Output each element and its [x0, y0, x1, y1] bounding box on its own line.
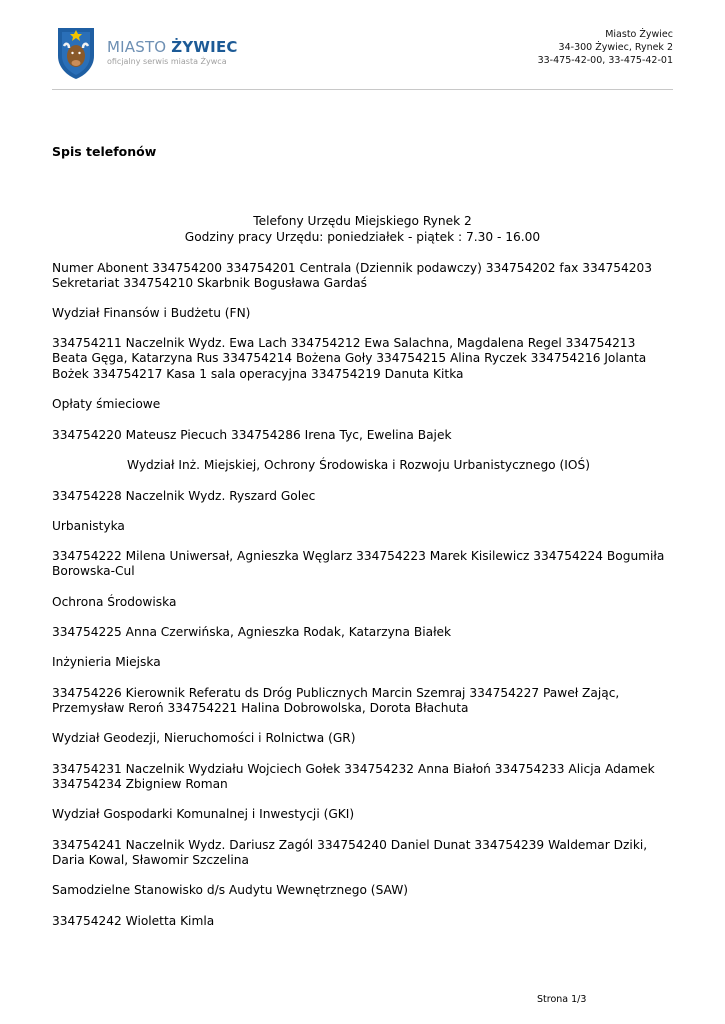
contact-address: 34-300 Żywiec, Rynek 2 [558, 42, 673, 53]
paragraph-oplaty: 334754220 Mateusz Piecuch 334754286 Irena Tyc, Ewelina Bajek [52, 428, 452, 442]
paragraph-urbanistyka: 334754222 Milena Uniwersał, Agnieszka Węglarz 334754223 Marek Kisilewicz 334754224 Bogumiła Borowska-Cul [52, 549, 665, 579]
logo-subtitle: oficjalny serwis miasta Żywca [107, 57, 227, 66]
section-gki: Wydział Gospodarki Komunalnej i Inwestycji (GKI) [52, 807, 355, 821]
contact-block [538, 28, 673, 67]
paragraph-inzynieria: 334754226 Kierownik Referatu ds Dróg Publicznych Marcin Szemraj 334754227 Paweł Zając, Przemysław Reroń 334754221 Halina Dobrowolska, Dorota Błachuta [52, 686, 620, 716]
paragraph-gr: 334754231 Naczelnik Wydziału Wojciech Gołek 334754232 Anna Białoń 334754233 Alicja Adamek 334754234 Zbigniew Roman [52, 762, 655, 792]
page-number: Strona 1/3 [537, 994, 587, 1005]
paragraph-fn: 334754211 Naczelnik Wydz. Ewa Lach 334754212 Ewa Salachna, Magdalena Regel 334754213 Beata Gęga, Katarzyna Rus 334754214 Bożena Goły 334754215 Alina Ryczek 334754216 Jolanta Bożek 334754217 Kasa 1 sala operacyjna 334754219 Danuta Kitka [52, 336, 647, 381]
paragraph-ios: 334754228 Naczelnik Wydz. Ryszard Golec [52, 489, 316, 503]
section-fn: Wydział Finansów i Budżetu (FN) [52, 306, 251, 320]
paragraph-gki: 334754241 Naczelnik Wydz. Dariusz Zagól 334754240 Daniel Dunat 334754239 Waldemar Dziki, Daria Kowal, Sławomir Szczelina [52, 838, 648, 868]
site-logo[interactable] [56, 26, 296, 82]
section-oplaty: Opłaty śmieciowe [52, 397, 161, 411]
section-saw: Samodzielne Stanowisko d/s Audytu Wewnętrznego (SAW) [52, 883, 409, 897]
section-gr: Wydział Geodezji, Nieruchomości i Rolnictwa (GR) [52, 731, 356, 745]
contact-name: Miasto Żywiec [605, 29, 673, 40]
page-header [52, 24, 673, 90]
paragraph-general: Numer Abonent 334754200 334754201 Centrala (Dziennik podawczy) 334754202 fax 334754203 Sekretariat 334754210 Skarbnik Bogusława Gardaś [52, 261, 653, 291]
paragraph-saw: 334754242 Wioletta Kimla [52, 914, 215, 928]
heading-line-1: Telefony Urzędu Miejskiego Rynek 2 [253, 214, 472, 228]
paragraph-ochrona: 334754225 Anna Czerwińska, Agnieszka Rodak, Katarzyna Białek [52, 625, 452, 639]
heading-line-2: Godziny pracy Urzędu: poniedziałek - piątek : 7.30 - 16.00 [184, 230, 541, 244]
section-ochrona: Ochrona Środowiska [52, 595, 177, 609]
header-divider [52, 89, 673, 90]
contact-phones: 33-475-42-00, 33-475-42-01 [537, 55, 673, 66]
logo-title: MIASTO ŻYWIEC [107, 38, 238, 56]
city-crest-icon [56, 26, 96, 80]
section-urbanistyka: Urbanistyka [52, 519, 125, 533]
section-inzynieria: Inżynieria Miejska [52, 655, 161, 669]
section-ios: Wydział Inż. Miejskiej, Ochrony Środowiska i Rozwoju Urbanistycznego (IOŚ) [127, 458, 590, 472]
document-title: Spis telefonów [52, 144, 157, 159]
